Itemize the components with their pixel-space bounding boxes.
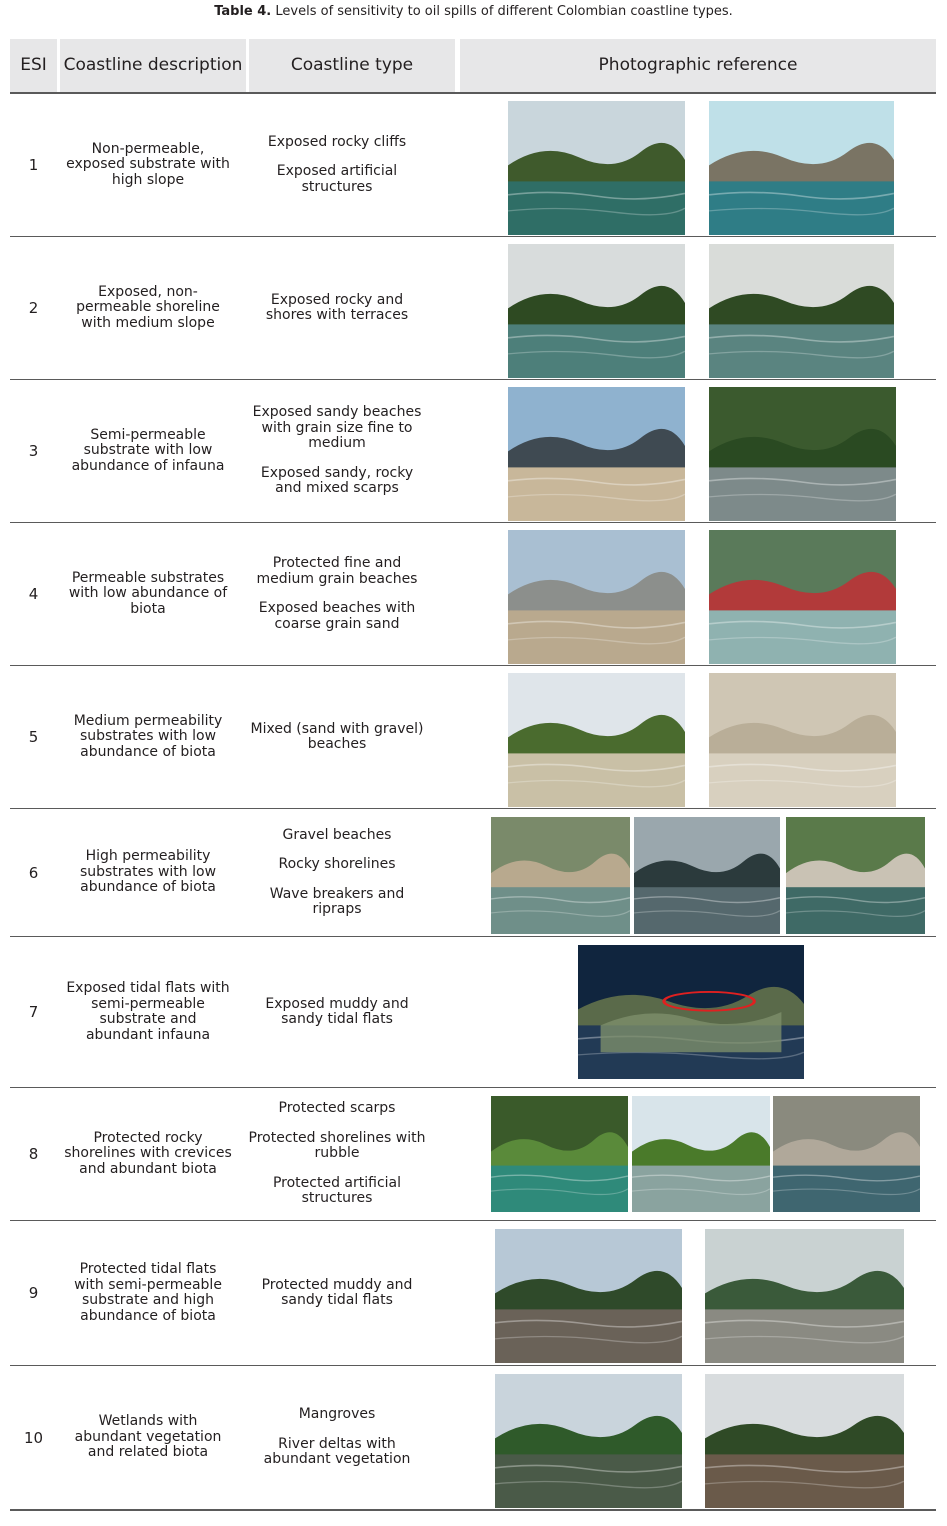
coastline-description: Wetlands with abundant vegetation and related biota [74,1413,222,1461]
coastline-types [248,809,426,936]
esi-level: 3 [28,442,39,460]
sensitivity-table [10,39,936,1511]
coastline-type: Exposed sandy beaches with grain size fine to medium [252,404,422,452]
photo-reference [508,387,685,521]
photo-reference [705,1229,904,1363]
coastline-type: Exposed rocky cliffs [267,133,407,150]
esi-level: 8 [28,1145,39,1163]
header-description: Coastline description [60,39,246,92]
photo-reference [495,1374,682,1508]
header-photo: Photographic reference [460,39,936,92]
coastline-type: Mangroves [298,1406,376,1423]
esi-level: 10 [23,1428,44,1447]
coastline-type: Exposed muddy and sandy tidal flats [265,995,409,1027]
photo-reference [705,1374,904,1508]
table-row [10,1088,936,1221]
coastline-description: Exposed tidal flats with semi-permeable substrate and abundant infauna [66,980,230,1043]
coastline-type: Exposed sandy, rocky and mixed scarps [260,464,414,497]
caption-text: Levels of sensitivity to oil spills of different Colombian coastline types. [275,4,733,19]
coastline-type: Wave breakers and ripraps [269,885,405,917]
coastline-types [248,1088,426,1220]
coastline-description: Medium permeability substrates with low abundance of biota [73,712,223,760]
coastline-type: Mixed (sand with gravel) beaches [250,720,424,752]
coastline-description: Semi-permeable substrate with low abundance of infauna [71,426,225,474]
photo-reference [508,673,685,807]
coastline-types [248,666,426,808]
coastline-type: Protected shorelines with rubble [248,1129,426,1162]
table-body [10,94,936,1511]
esi-level: 7 [28,1003,39,1021]
table-row [10,94,936,237]
table-row [10,380,936,523]
coastline-type: Exposed artificial structures [276,163,398,195]
coastline-type: Protected fine and medium grain beaches [256,555,418,587]
photo-reference [632,1096,770,1212]
coastline-type: Exposed rocky and shores with terraces [265,291,409,323]
photo-reference [709,530,896,664]
coastline-type: Rocky shorelines [278,856,396,872]
coastline-type: Protected scarps [278,1100,396,1117]
coastline-type: Protected muddy and sandy tidal flats [261,1276,413,1308]
coastline-type: River deltas with abundant vegetation [263,1435,411,1468]
table-caption [0,4,947,19]
coastline-types [248,380,426,522]
coastline-description: Exposed, non-permeable shoreline with medium slope [76,283,220,331]
table-row [10,1366,936,1511]
caption-label: Table 4. [214,4,272,19]
table-row [10,937,936,1088]
coastline-types [248,237,426,379]
photo-reference [709,387,896,521]
coastline-description: Permeable substrates with low abundance of biota [68,569,228,617]
header-type: Coastline type [249,39,455,92]
photo-reference [491,1096,628,1212]
table-header [10,39,936,94]
photo-reference [709,673,896,807]
photo-reference [508,530,685,664]
coastline-description: Non-permeable, exposed substrate with high slope [66,140,230,188]
coastline-type: Protected artificial structures [272,1174,402,1207]
table-row [10,1221,936,1366]
photo-reference [709,101,894,235]
esi-level: 6 [28,863,39,882]
esi-level: 9 [28,1284,39,1302]
header-esi: ESI [10,39,57,92]
coastline-type: Exposed beaches with coarse grain sand [258,600,416,632]
coastline-type: Gravel beaches [282,826,392,843]
coastline-description: High permeability substrates with low abundance of biota [79,848,217,896]
coastline-types [248,1221,426,1365]
photo-reference [491,817,630,934]
photo-reference [508,244,685,378]
coastline-description: Protected rocky shorelines with crevices and abundant biota [64,1129,232,1177]
photo-reference [578,945,804,1079]
table-row [10,666,936,809]
photo-reference [634,817,780,934]
coastline-types [248,1366,426,1509]
esi-level: 5 [28,728,39,746]
table-row [10,809,936,937]
photo-reference [773,1096,920,1212]
esi-level: 4 [28,585,39,603]
photo-reference [786,817,925,934]
photo-reference [508,101,685,235]
photo-reference [495,1229,682,1363]
table-row [10,237,936,380]
coastline-types [248,937,426,1087]
esi-level: 1 [28,156,39,174]
coastline-types [248,94,426,236]
coastline-types [248,523,426,665]
coastline-description: Protected tidal flats with semi-permeable substrate and high abundance of biota [74,1261,222,1324]
table-row [10,523,936,666]
esi-level: 2 [28,299,39,317]
photo-reference [709,244,894,378]
